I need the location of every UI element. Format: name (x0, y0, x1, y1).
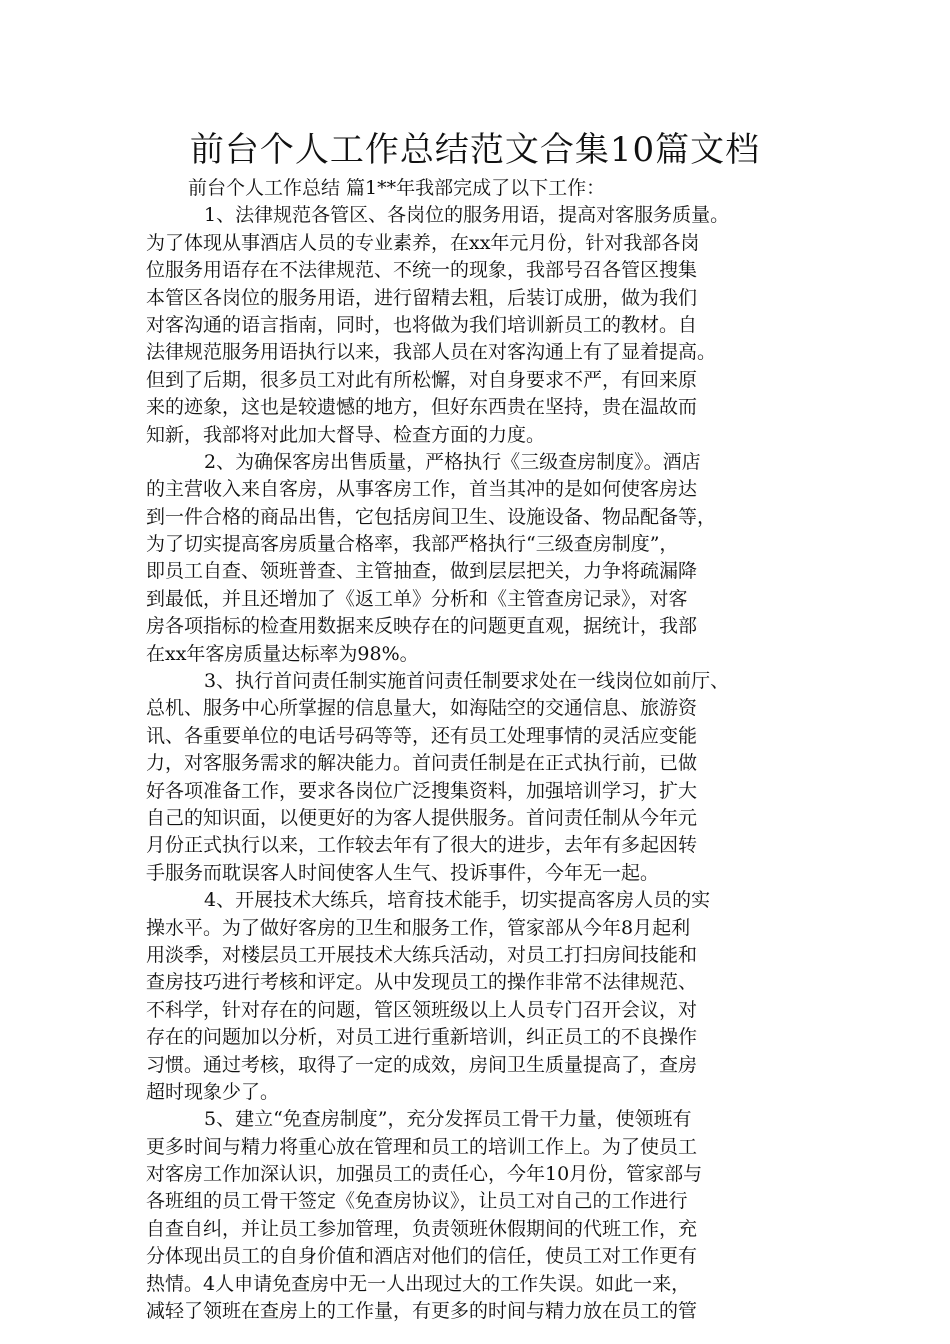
text-line: 各班组的员工骨干签定《免查房协议》，让员工对自己的工作进行 (146, 1190, 688, 1213)
text-line: 法律规范服务用语执行以来，我部人员在对客沟通上有了显着提高。 (146, 341, 717, 364)
text-line: 对客沟通的语言指南，同时，也将做为我们培训新员工的教材。自 (146, 313, 698, 336)
text-line: 到一件合格的商品出售，它包括房间卫生、设施设备、物品配备等， (146, 505, 717, 528)
text-line: 自查自纠，并让员工参加管理，负责领班休假期间的代班工作，充 (146, 1217, 698, 1240)
text-line: 自己的知识面，以便更好的为客人提供服务。首问责任制从今年元 (146, 806, 698, 829)
text-line: 位服务用语存在不法律规范、不统一的现象，我部号召各管区搜集 (146, 259, 698, 282)
text-line: 讯、各重要单位的电话号码等等，还有员工处理事情的灵活应变能 (146, 724, 698, 747)
text-line: 热情。4人申请免查房中无一人出现过大的工作失误。如此一来， (146, 1272, 691, 1295)
text-line: 到最低，并且还增加了《返工单》分析和《主管查房记录》，对客 (146, 587, 688, 610)
text-line: 用淡季，对楼层员工开展技术大练兵活动，对员工打扫房间技能和 (146, 943, 698, 966)
text-line: 手服务而耽误客人时间使客人生气、投诉事件，今年无一起。 (146, 861, 660, 884)
document-title: 前台个人工作总结范文合集10篇文档 (189, 130, 761, 170)
text-line: 知新，我部将对此加大督导、检查方面的力度。 (146, 423, 546, 446)
text-line: 超时现象少了。 (146, 1080, 280, 1103)
text-line: 来的迹象，这也是较遗憾的地方，但好东西贵在坚持，贵在温故而 (146, 396, 698, 419)
text-line: 前台个人工作总结 篇1**年我部完成了以下工作： (188, 177, 606, 199)
text-line: 在xx年客房质量达标率为98%。 (146, 642, 419, 665)
text-line: 力，对客服务需求的解决能力。首问责任制是在正式执行前，已做 (146, 752, 698, 775)
text-line: 但到了后期，很多员工对此有所松懈，对自身要求不严，有回来原 (146, 368, 698, 391)
text-line: 的主营收入来自客房，从事客房工作，首当其冲的是如何使客房达 (146, 478, 698, 501)
text-line: 即员工自查、领班普查、主管抽查，做到层层把关，力争将疏漏降 (146, 560, 698, 583)
text-line: 房各项指标的检查用数据来反映存在的问题更直观，据统计，我部 (146, 615, 698, 638)
text-line: 操水平。为了做好客房的卫生和服务工作，管家部从今年8月起利 (146, 916, 691, 939)
text-line: 月份正式执行以来，工作较去年有了很大的进步，去年有多起因转 (146, 834, 698, 857)
text-line: 分体现出员工的自身价值和酒店对他们的信任，使员工对工作更有 (146, 1245, 698, 1268)
document-body (146, 175, 836, 1325)
text-line: 4、开展技术大练兵，培育技术能手，切实提高客房人员的实 (204, 889, 711, 912)
text-line: 3、执行首问责任制实施首问责任制要求处在一线岗位如前厅、 (204, 670, 730, 693)
text-line: 存在的问题加以分析，对员工进行重新培训，纠正员工的不良操作 (146, 1026, 698, 1049)
text-line: 不科学，针对存在的问题，管区领班级以上人员专门召开会议，对 (146, 998, 698, 1021)
text-line: 总机、服务中心所掌握的信息量大，如海陆空的交通信息、旅游资 (146, 697, 698, 720)
text-line: 为了切实提高客房质量合格率，我部严格执行“三级查房制度”， (146, 533, 679, 556)
text-line: 好各项准备工作，要求各岗位广泛搜集资料，加强培训学习，扩大 (146, 779, 698, 802)
text-line: 减轻了领班在查房上的工作量，有更多的时间与精力放在员工的管 (146, 1300, 698, 1323)
text-line: 5、建立“免查房制度”，充分发挥员工骨干力量，使领班有 (204, 1108, 692, 1131)
text-line: 2、为确保客房出售质量，严格执行《三级查房制度》。酒店 (204, 450, 701, 473)
text-line: 对客房工作加深认识，加强员工的责任心，今年10月份，管家部与 (146, 1163, 703, 1186)
text-line: 更多时间与精力将重心放在管理和员工的培训工作上。为了使员工 (146, 1135, 698, 1158)
text-line: 1、法律规范各管区、各岗位的服务用语，提高对客服务质量。 (204, 204, 730, 227)
text-line: 查房技巧进行考核和评定。从中发现员工的操作非常不法律规范、 (146, 971, 698, 994)
text-line: 为了体现从事酒店人员的专业素养，在xx年元月份，针对我部各岗 (146, 231, 700, 254)
text-line: 本管区各岗位的服务用语，进行留精去粗，后装订成册，做为我们 (146, 286, 698, 309)
text-line: 习惯。通过考核，取得了一定的成效，房间卫生质量提高了，查房 (146, 1053, 698, 1076)
